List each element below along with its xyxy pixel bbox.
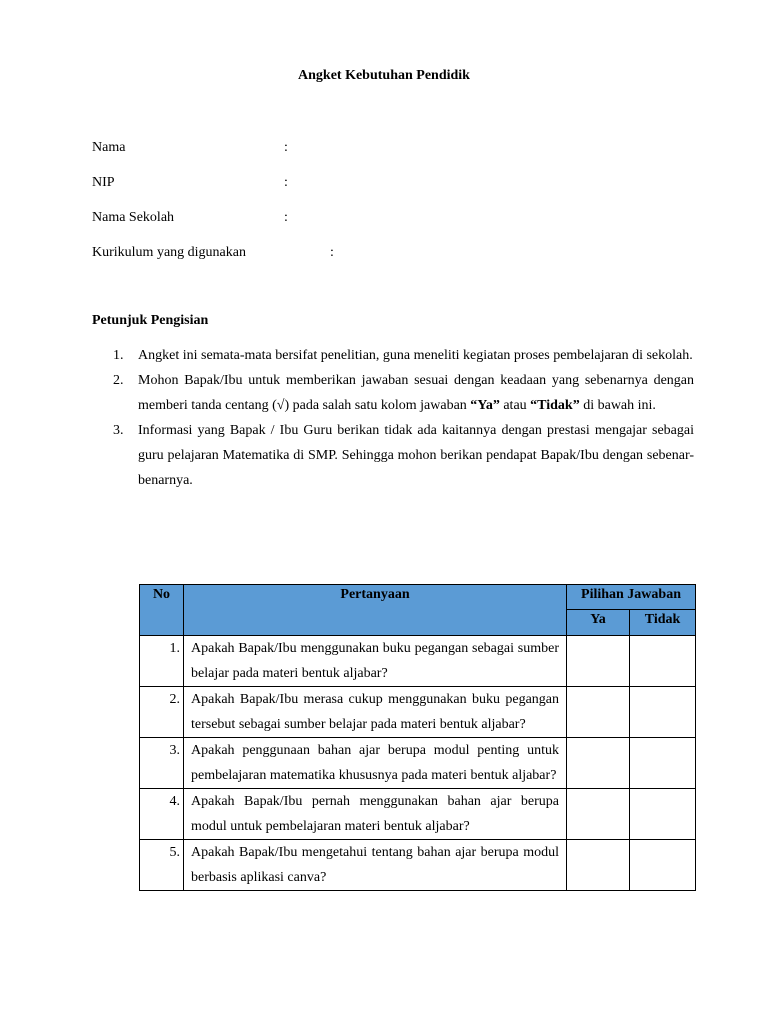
row-number: 4. [140,789,184,840]
row-number: 3. [140,738,184,789]
instruction-number: 2. [113,373,124,388]
answer-no-cell[interactable] [630,840,696,891]
row-number: 1. [140,636,184,687]
header-no: No [140,585,184,636]
instruction-bold-tidak: “Tidak” [530,398,580,413]
answer-yes-cell[interactable] [567,840,630,891]
instruction-item [92,343,694,368]
instruction-text: Informasi yang Bapak / Ibu Guru berikan tidak ada kaitannya dengan prestasi mengajar sebagai guru pelajaran Matematika di SMP. Sehingga mohon berikan pendapat Bapak/Ibu dengan sebenar-benarnya. [138,423,694,488]
table-row [140,636,696,687]
field-colon-nama: : [284,140,288,155]
field-label-nama: Nama [92,140,126,155]
field-colon-nama-sekolah: : [284,210,288,225]
field-label-nip: NIP [92,175,115,190]
answer-no-cell[interactable] [630,738,696,789]
document-title: Angket Kebutuhan Pendidik [298,68,470,83]
header-choice: Pilihan Jawaban [567,585,696,610]
instructions-list [92,343,694,493]
instruction-text: Angket ini semata-mata bersifat penelitian, guna meneliti kegiatan proses pembelajaran di sekolah. [138,348,693,363]
instruction-text: Mohon Bapak/Ibu untuk memberikan jawaban sesuai dengan keadaan yang sebenarnya dengan memberi tanda centang (√) pada salah satu kolom jawaban [138,373,694,413]
header-no-answer: Tidak [630,610,696,636]
instruction-item [92,368,694,418]
row-question: Apakah Bapak/Ibu menggunakan buku pegangan sebagai sumber belajar pada materi bentuk aljabar? [184,636,567,687]
answer-yes-cell[interactable] [567,636,630,687]
instruction-text: di bawah ini. [579,398,656,413]
instruction-number: 3. [113,423,124,438]
header-yes: Ya [567,610,630,636]
field-label-kurikulum: Kurikulum yang digunakan [92,245,246,260]
field-colon-kurikulum: : [330,245,334,260]
table-row [140,687,696,738]
answer-yes-cell[interactable] [567,789,630,840]
answer-no-cell[interactable] [630,636,696,687]
questionnaire-table [139,584,696,891]
header-question: Pertanyaan [184,585,567,636]
answer-no-cell[interactable] [630,687,696,738]
field-colon-nip: : [284,175,288,190]
instruction-bold-ya: “Ya” [470,398,500,413]
table-row [140,840,696,891]
row-number: 2. [140,687,184,738]
row-question: Apakah Bapak/Ibu merasa cukup menggunakan buku pegangan tersebut sebagai sumber belajar pada materi bentuk aljabar? [184,687,567,738]
answer-no-cell[interactable] [630,789,696,840]
table-row [140,789,696,840]
field-label-nama-sekolah: Nama Sekolah [92,210,175,225]
answer-yes-cell[interactable] [567,738,630,789]
row-question: Apakah Bapak/Ibu mengetahui tentang bahan ajar berupa modul berbasis aplikasi canva? [184,840,567,891]
row-number: 5. [140,840,184,891]
row-question: Apakah penggunaan bahan ajar berupa modul penting untuk pembelajaran matematika khususnya pada materi bentuk aljabar? [184,738,567,789]
answer-yes-cell[interactable] [567,687,630,738]
instructions-heading: Petunjuk Pengisian [92,313,209,328]
table-row [140,738,696,789]
instruction-text: atau [499,398,531,413]
instruction-number: 1. [113,348,124,363]
instruction-item [92,418,694,493]
row-question: Apakah Bapak/Ibu pernah menggunakan bahan ajar berupa modul untuk pembelajaran materi bentuk aljabar? [184,789,567,840]
